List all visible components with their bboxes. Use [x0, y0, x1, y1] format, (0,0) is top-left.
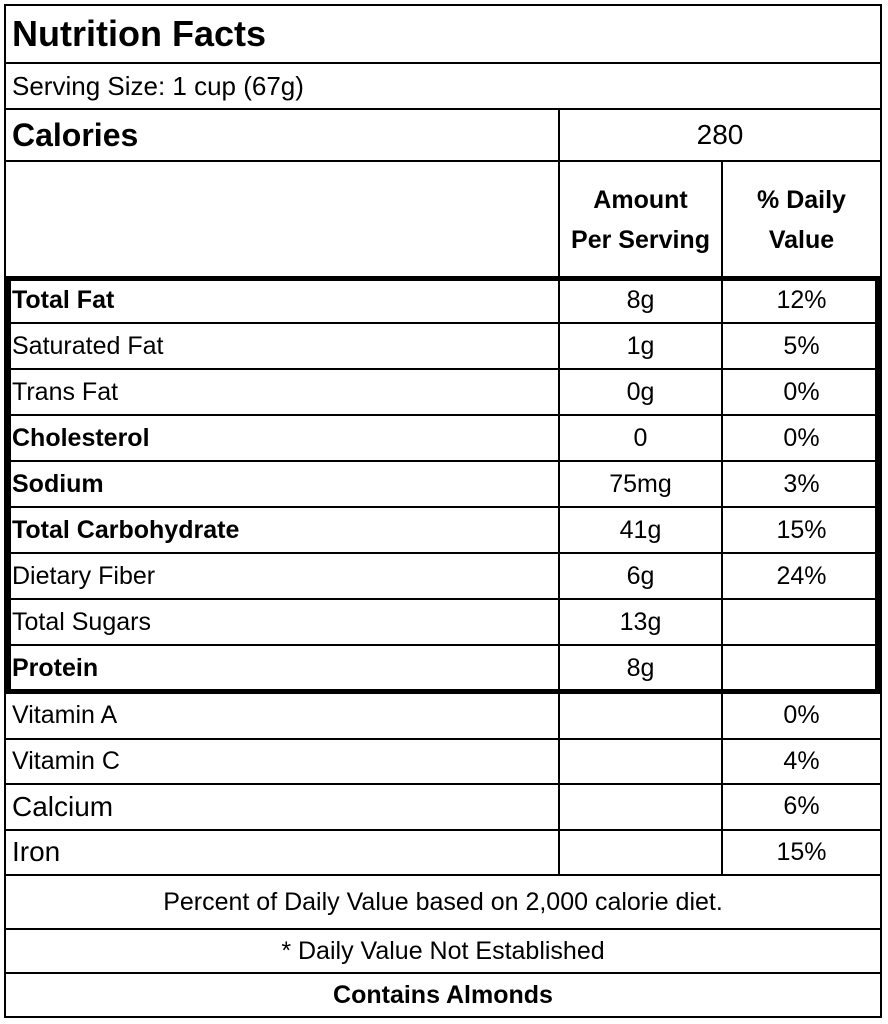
nutrient-amount: 8g	[558, 646, 721, 690]
nutrient-name: Total Fat	[12, 285, 115, 314]
nutrient-daily-value: 15%	[721, 508, 880, 552]
table-row	[6, 370, 880, 416]
nutrient-name: Dietary Fiber	[12, 561, 156, 590]
nutrient-name: Calcium	[12, 790, 114, 822]
nutrition-facts-panel	[4, 4, 882, 1018]
daily-value-header	[721, 162, 880, 278]
nutrient-daily-value: 15%	[721, 831, 880, 875]
nutrient-name: Cholesterol	[12, 423, 150, 452]
table-row	[6, 462, 880, 508]
nutrient-name: Total Carbohydrate	[12, 515, 240, 544]
table-row	[6, 831, 880, 877]
nutrient-daily-value: 0%	[721, 416, 880, 460]
nutrient-name: Iron	[12, 836, 61, 868]
nutrient-daily-value: 24%	[721, 554, 880, 598]
nutrient-name: Vitamin C	[12, 746, 120, 775]
nutrient-amount	[558, 831, 721, 875]
table-row	[6, 416, 880, 462]
nutrient-amount: 0	[558, 416, 721, 460]
nutrient-amount: 6g	[558, 554, 721, 598]
not-established-note: * Daily Value Not Established	[281, 936, 605, 965]
nutrient-amount	[558, 694, 721, 738]
calories-value: 280	[558, 110, 880, 160]
nutrient-amount: 13g	[558, 600, 721, 644]
nutrient-amount: 75mg	[558, 462, 721, 506]
table-row	[6, 508, 880, 554]
nutrient-amount: 41g	[558, 508, 721, 552]
nutrient-name: Vitamin A	[12, 701, 118, 730]
serving-size: Serving Size: 1 cup (67g)	[12, 70, 304, 101]
nutrient-name: Saturated Fat	[12, 331, 164, 360]
nutrient-daily-value: 0%	[721, 694, 880, 738]
table-row	[6, 324, 880, 370]
nutrient-amount: 0g	[558, 370, 721, 414]
not-established-row	[6, 930, 880, 974]
nutrient-name: Protein	[12, 653, 99, 682]
daily-value-note: Percent of Daily Value based on 2,000 calorie diet.	[163, 887, 723, 916]
table-row	[6, 646, 880, 692]
allergen-row	[6, 974, 880, 1016]
nutrient-name: Total Sugars	[12, 607, 151, 636]
amount-header-line2: Per Serving	[571, 226, 710, 254]
nutrient-daily-value	[721, 600, 880, 644]
nutrient-name: Sodium	[12, 469, 104, 498]
nutrient-daily-value: 5%	[721, 324, 880, 368]
allergen-note: Contains Almonds	[333, 980, 553, 1009]
table-row	[6, 785, 880, 831]
table-row	[6, 694, 880, 740]
dv-header-line2: Value	[768, 226, 835, 254]
nutrient-amount: 8g	[558, 278, 721, 322]
calories-label: Calories	[12, 116, 139, 153]
nutrient-amount	[558, 785, 721, 829]
dv-header-line1: % Daily	[757, 186, 846, 214]
nutrient-daily-value: 12%	[721, 278, 880, 322]
nutrient-daily-value: 3%	[721, 462, 880, 506]
nutrient-name: Trans Fat	[12, 377, 119, 406]
table-row	[6, 740, 880, 786]
nutrient-daily-value: 6%	[721, 785, 880, 829]
nutrient-amount	[558, 740, 721, 784]
amount-header-line1: Amount	[593, 186, 688, 214]
nutrient-daily-value: 0%	[721, 370, 880, 414]
nutrient-daily-value	[721, 646, 880, 690]
table-row	[6, 278, 880, 324]
title-row	[6, 6, 880, 64]
column-header-row	[6, 162, 880, 278]
amount-per-serving-header	[558, 162, 721, 278]
header-spacer	[6, 162, 558, 278]
nutrient-daily-value: 4%	[721, 740, 880, 784]
serving-size-row	[6, 64, 880, 110]
calories-row	[6, 110, 880, 162]
table-row	[6, 600, 880, 646]
table-row	[6, 554, 880, 600]
daily-value-note-row	[6, 876, 880, 930]
nutrient-amount: 1g	[558, 324, 721, 368]
panel-title: Nutrition Facts	[12, 13, 267, 54]
